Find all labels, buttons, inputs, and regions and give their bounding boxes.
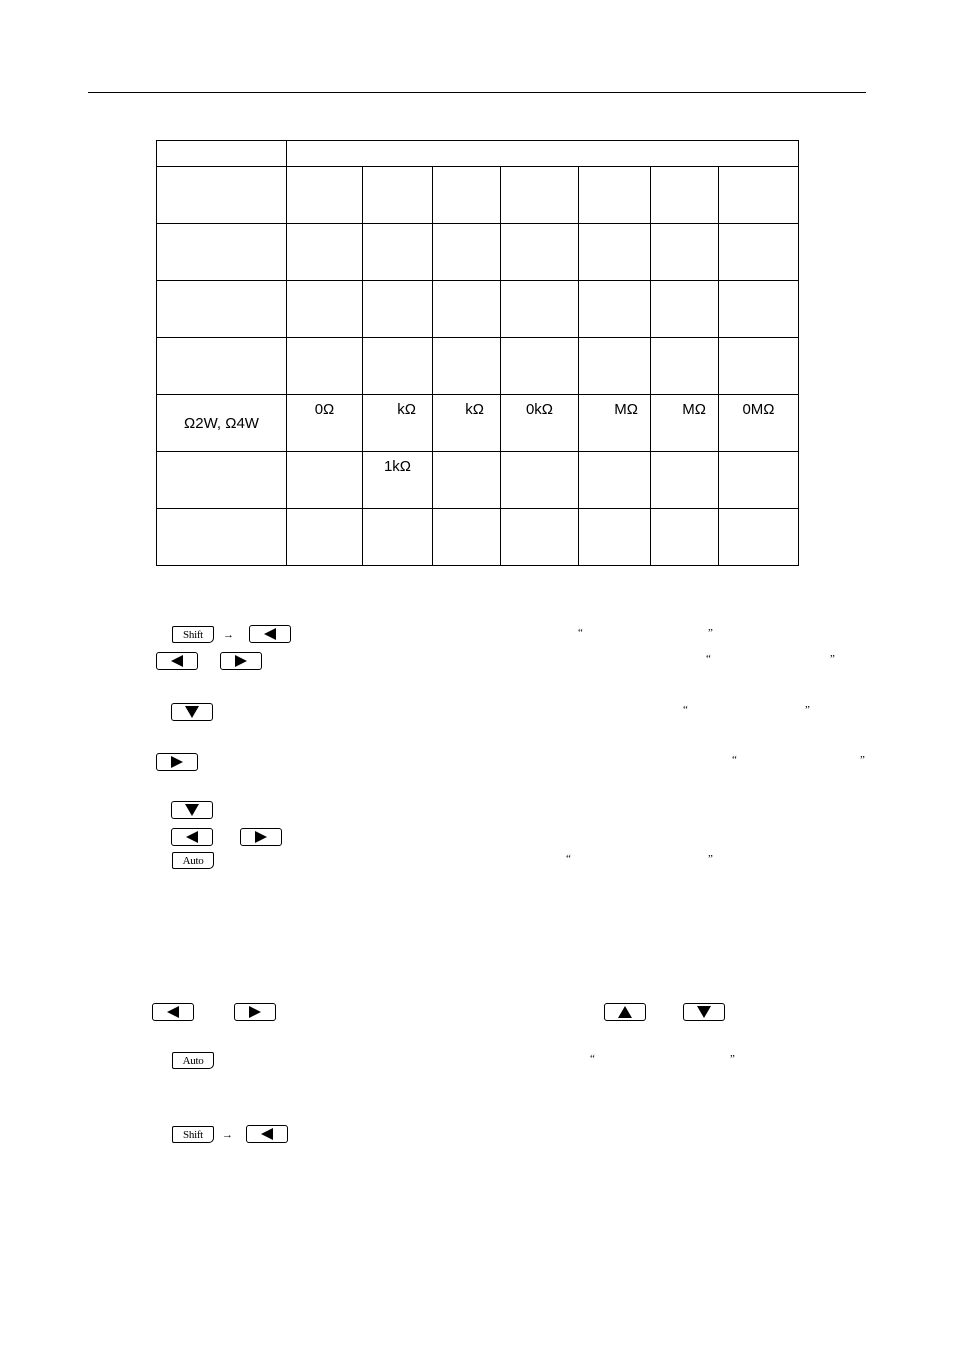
table-cell [363, 338, 433, 395]
table-row [157, 167, 799, 224]
row-label [157, 281, 287, 338]
table-header-span-cell [287, 141, 799, 167]
left-arrow-icon [167, 1006, 179, 1018]
up-arrow-icon [618, 1006, 632, 1018]
table-cell: 1kΩ [363, 452, 433, 509]
table-cell [433, 167, 501, 224]
down-key-button[interactable] [171, 703, 213, 721]
table-cell: 0MΩ [719, 395, 799, 452]
down-key-button[interactable] [683, 1003, 725, 1021]
table-cell [501, 509, 579, 566]
table-cell [579, 167, 651, 224]
right-arrow-icon [171, 756, 183, 768]
range-table [156, 140, 799, 566]
row-label [157, 167, 287, 224]
left-key-button[interactable] [152, 1003, 194, 1021]
down-arrow-icon [697, 1006, 711, 1018]
table-cell [719, 167, 799, 224]
table-cell [501, 338, 579, 395]
auto-key-button[interactable]: Auto [172, 852, 214, 869]
table-cell [363, 224, 433, 281]
right-key-button[interactable] [220, 652, 262, 670]
left-arrow-icon [261, 1128, 273, 1140]
table-cell [287, 338, 363, 395]
table-cell [719, 452, 799, 509]
table-cell [363, 167, 433, 224]
down-arrow-icon [185, 706, 199, 718]
left-arrow-icon [186, 831, 198, 843]
table-cell [651, 281, 719, 338]
table-cell [287, 452, 363, 509]
right-arrow-icon [235, 655, 247, 667]
right-arrow-icon [255, 831, 267, 843]
table-row [157, 224, 799, 281]
quote-open: “ [590, 1053, 595, 1065]
table-row [157, 509, 799, 566]
quote-open: “ [566, 853, 571, 865]
table-cell [579, 338, 651, 395]
table-cell [433, 338, 501, 395]
table-row [157, 281, 799, 338]
table-cell [579, 224, 651, 281]
table-cell: kΩ [433, 395, 501, 452]
table-cell [363, 509, 433, 566]
left-key-button[interactable] [156, 652, 198, 670]
quote-open: “ [578, 627, 583, 639]
row-label [157, 224, 287, 281]
left-key-button[interactable] [246, 1125, 288, 1143]
table-cell [651, 224, 719, 281]
table-cell [651, 338, 719, 395]
left-key-button[interactable] [171, 828, 213, 846]
down-arrow-icon [185, 804, 199, 816]
table-cell: MΩ [651, 395, 719, 452]
table-cell: MΩ [579, 395, 651, 452]
left-arrow-icon [264, 628, 276, 640]
table-cell: 0Ω [287, 395, 363, 452]
table-cell [579, 452, 651, 509]
table-cell [719, 224, 799, 281]
table-cell [363, 281, 433, 338]
row-label [157, 509, 287, 566]
table-header-row [157, 141, 799, 167]
quote-close: ” [830, 653, 835, 665]
table-cell [287, 167, 363, 224]
right-key-button[interactable] [156, 753, 198, 771]
left-arrow-icon [171, 655, 183, 667]
table-row [157, 395, 799, 452]
table-cell [501, 167, 579, 224]
table-cell [651, 167, 719, 224]
row-label [157, 338, 287, 395]
quote-open: “ [706, 653, 711, 665]
quote-open: “ [683, 704, 688, 716]
table-cell [651, 509, 719, 566]
quote-close: ” [805, 704, 810, 716]
quote-close: ” [860, 754, 865, 766]
quote-close: ” [708, 627, 713, 639]
table-cell [433, 452, 501, 509]
table-cell [287, 281, 363, 338]
sequence-arrow-icon: → [223, 629, 234, 641]
table-cell [651, 452, 719, 509]
table-cell [501, 224, 579, 281]
shift-key-button[interactable]: Shift [172, 1126, 214, 1143]
table-row [157, 338, 799, 395]
table-cell [501, 452, 579, 509]
down-key-button[interactable] [171, 801, 213, 819]
row-label: Ω2W, Ω4W [157, 395, 287, 452]
table-cell: 0kΩ [501, 395, 579, 452]
table-header-cell [157, 141, 287, 167]
quote-close: ” [730, 1053, 735, 1065]
table-cell [719, 338, 799, 395]
quote-close: ” [708, 853, 713, 865]
row-label [157, 452, 287, 509]
table-cell [719, 281, 799, 338]
table-row [157, 452, 799, 509]
up-key-button[interactable] [604, 1003, 646, 1021]
table-cell [579, 281, 651, 338]
table-cell [579, 509, 651, 566]
table-cell [433, 281, 501, 338]
table-cell [719, 509, 799, 566]
right-key-button[interactable] [240, 828, 282, 846]
right-arrow-icon [249, 1006, 261, 1018]
right-key-button[interactable] [234, 1003, 276, 1021]
table-cell [433, 224, 501, 281]
table-cell: kΩ [363, 395, 433, 452]
shift-key-button[interactable]: Shift [172, 626, 214, 643]
auto-key-button[interactable]: Auto [172, 1052, 214, 1069]
table-cell [287, 509, 363, 566]
header-rule [88, 92, 866, 93]
sequence-arrow-icon: → [222, 1129, 233, 1141]
quote-open: “ [732, 754, 737, 766]
table-cell [501, 281, 579, 338]
table-cell [287, 224, 363, 281]
left-key-button[interactable] [249, 625, 291, 643]
table-cell [433, 509, 501, 566]
